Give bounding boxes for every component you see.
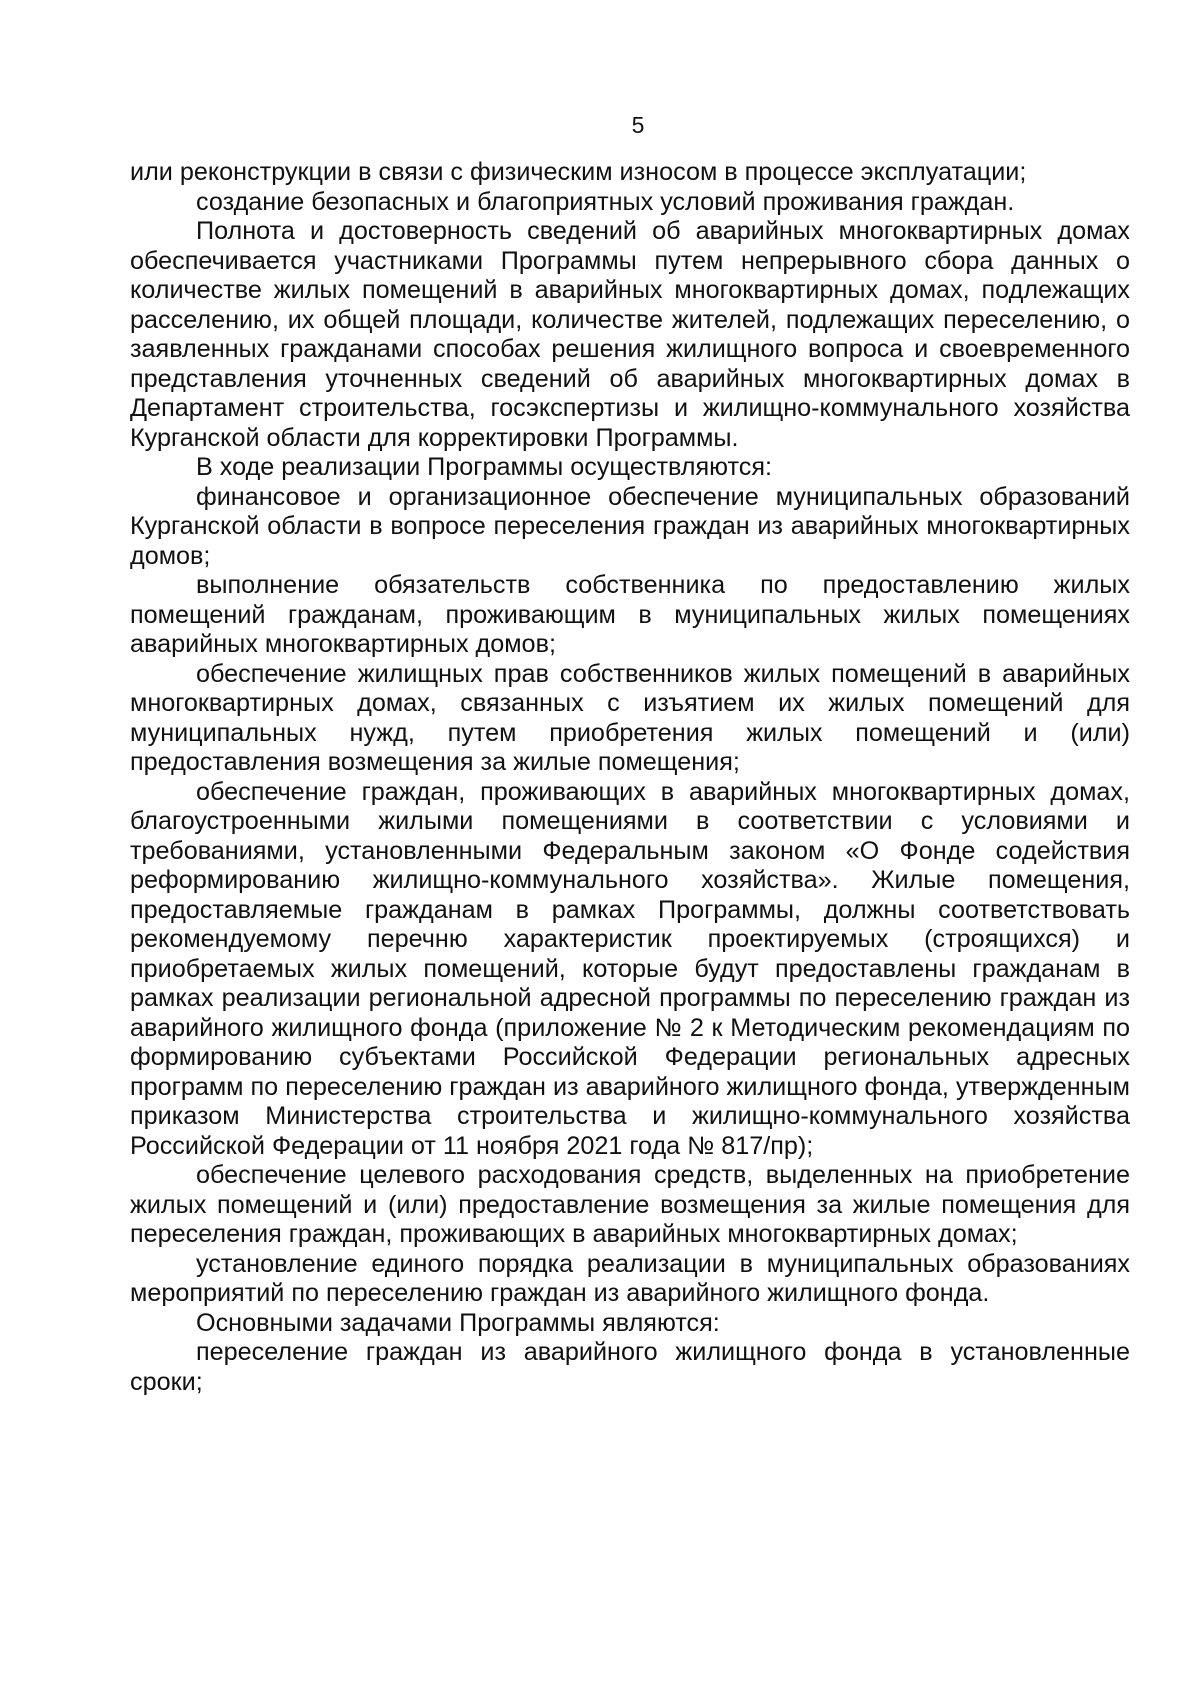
paragraph-owner-obligations: выполнение обязательств собственника по предоставлению жилых помещений гражданам, проживающим в муниципальных жилых помещениях аварийных многоквартирных домов;: [130, 571, 1130, 658]
paragraph-unified-procedure: установление единого порядка реализации в муниципальных образованиях мероприятий по переселению граждан из аварийного жилищного фонда.: [130, 1249, 1130, 1307]
paragraph-safe-living-conditions: создание безопасных и благоприятных условий проживания граждан.: [196, 187, 1015, 216]
paragraph-main-tasks-intro: Основными задачами Программы являются:: [196, 1308, 720, 1337]
paragraph-housing-provision: обеспечение граждан, проживающих в аварийных многоквартирных домах, благоустроенными жилыми помещениями в соответствии с условиями и требованиями, установленными Федеральным законом «О Фонде содействия реформированию жилищно-коммунального хозяйства». Жилые помещения, предоставляемые гражданам в рамках Программы, должны соответствовать рекомендуемому перечню характеристик проектируемых (строящихся) и приобретаемых жилых помещений, которые будут предоставлены гражданам в рамках реализации региональной адресной программы по переселению граждан из аварийного жилищного фонда (приложение № 2 к Методическим рекомендациям по формированию субъектами Российской Федерации региональных адресных программ по переселению граждан из аварийного жилищного фонда, утвержденным приказом Министерства строительства и жилищно-коммунального хозяйства Российской Федерации от 11 ноября 2021 года № 817/пр);: [130, 777, 1130, 1160]
paragraph-resettlement-deadlines: переселение граждан из аварийного жилищного фонда в установленные сроки;: [130, 1338, 1130, 1396]
paragraph-implementation-intro: В ходе реализации Программы осуществляются:: [196, 453, 772, 481]
paragraph-targeted-spending: обеспечение целевого расходования средств, выделенных на приобретение жилых помещений и (или) предоставление возмещения за жилые помещения для переселения граждан, проживающих в аварийных многоквартирных домах;: [130, 1161, 1130, 1248]
document-body: [130, 158, 1130, 1397]
paragraph-reconstruction-continuation: или реконструкции в связи с физическим износом в процессе эксплуатации;: [130, 158, 1027, 186]
paragraph-financial-support: финансовое и организационное обеспечение муниципальных образований Курганской области в вопросе переселения граждан из аварийных многоквартирных домов;: [130, 482, 1130, 570]
page-number: 5: [631, 112, 645, 138]
paragraph-data-completeness: Полнота и достоверность сведений об аварийных многоквартирных домах обеспечивается участниками Программы путем непрерывного сбора данных о количестве жилых помещений в аварийных многоквартирных домах, подлежащих расселению, их общей площади, количестве жителей, подлежащих переселению, о заявленных гражданами способах решения жилищного вопроса и своевременного представления уточненных сведений об аварийных многоквартирных домах в Департамент строительства, госэкспертизы и жилищно-коммунального хозяйства Курганской области для корректировки Программы.: [130, 217, 1130, 452]
paragraph-owner-rights: обеспечение жилищных прав собственников жилых помещений в аварийных многоквартирных домах, связанных с изъятием их жилых помещений для муниципальных нужд, путем приобретения жилых помещений и (или) предоставления возмещения за жилые помещения;: [130, 659, 1130, 776]
